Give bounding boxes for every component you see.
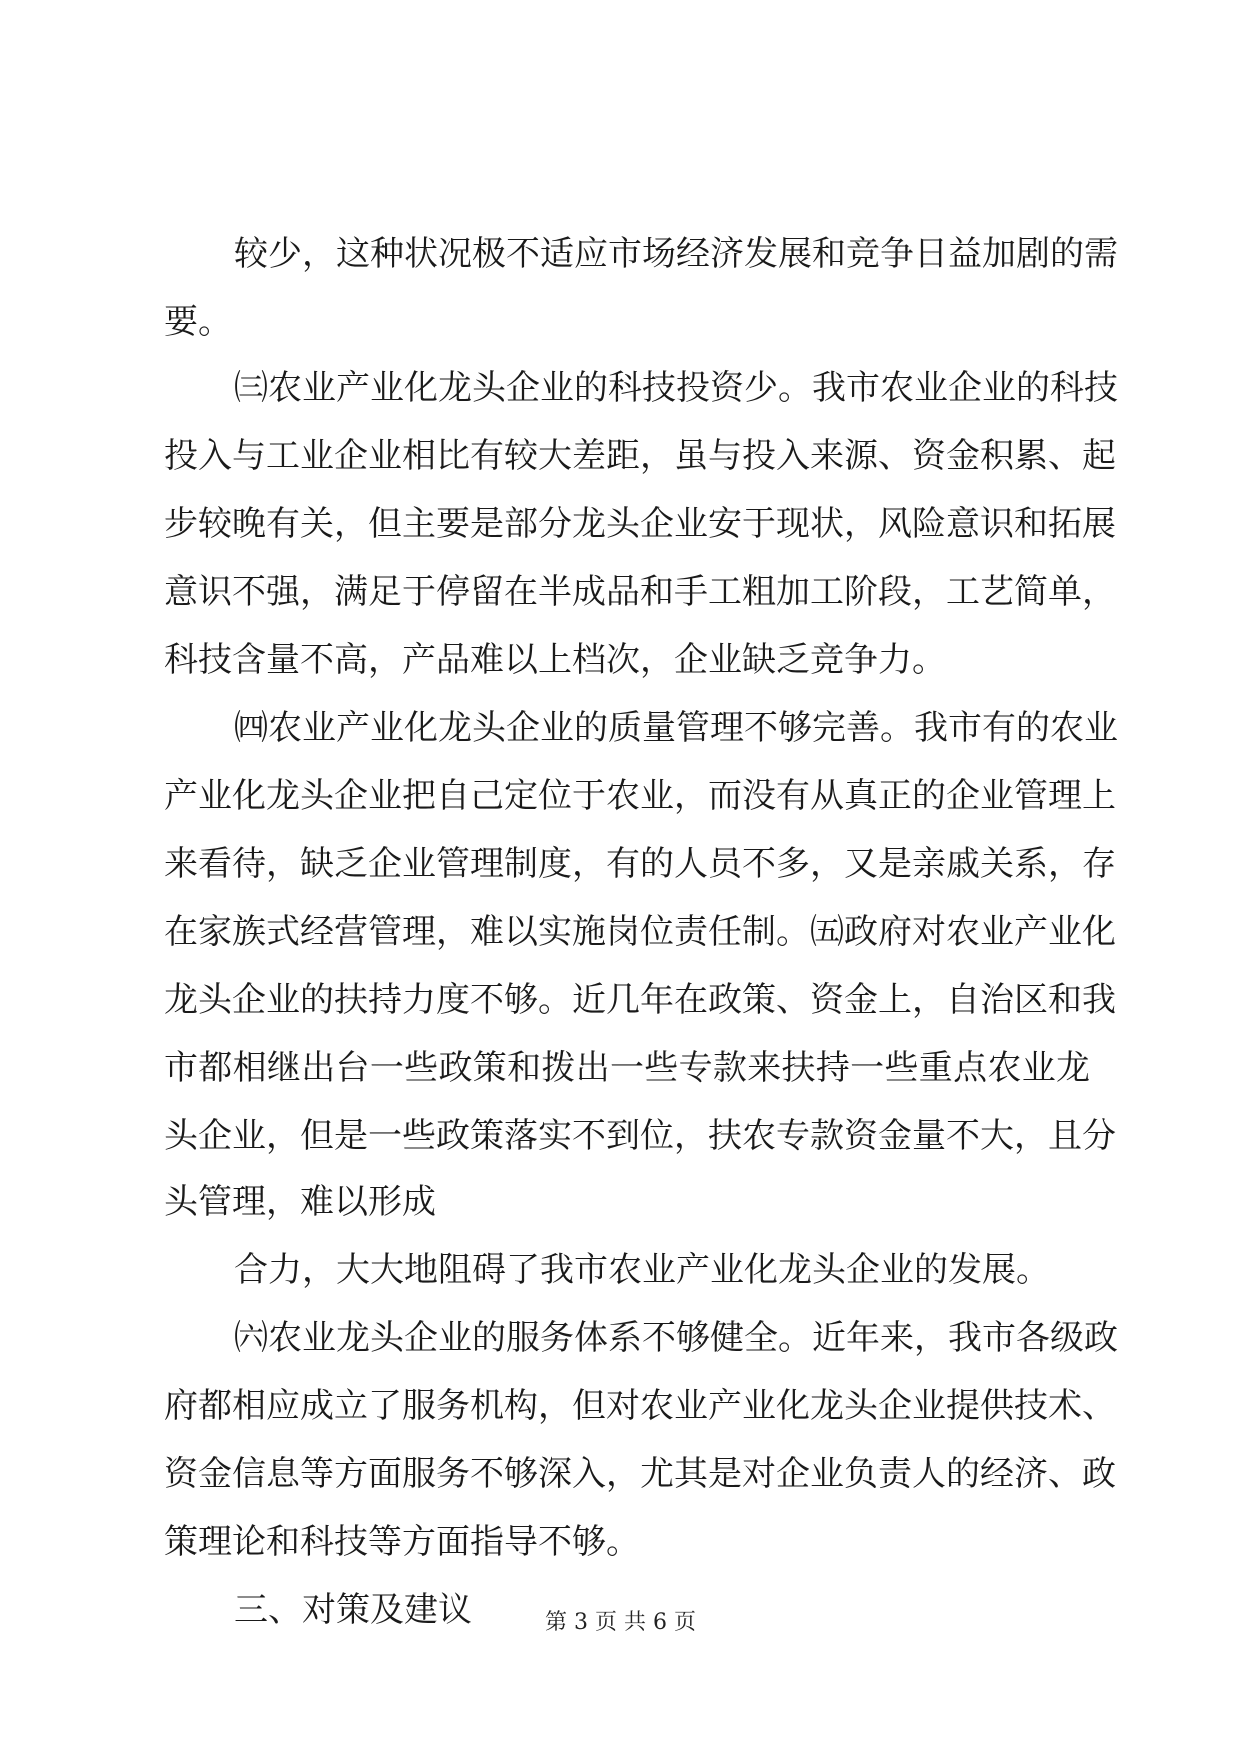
text-line-6: 意识不强，满足于停留在半成品和手工粗加工阶段，工艺简单， xyxy=(164,572,1116,612)
text-line-1: 较少，这种状况极不适应市场经济发展和竞争日益加剧的需 xyxy=(234,234,1118,274)
text-line-18: 府都相应成立了服务机构，但对农业产业化龙头企业提供技术、 xyxy=(164,1386,1116,1426)
text-line-20: 策理论和科技等方面指导不够。 xyxy=(164,1522,640,1562)
text-line-19: 资金信息等方面服务不够深入，尤其是对企业负责人的经济、政 xyxy=(164,1454,1116,1494)
text-line-8: ㈣农业产业化龙头企业的质量管理不够完善。我市有的农业 xyxy=(234,708,1118,748)
text-line-13: 市都相继出台一些政策和拨出一些专款来扶持一些重点农业龙 xyxy=(164,1048,1090,1088)
text-line-11: 在家族式经营管理，难以实施岗位责任制。㈤政府对农业产业化 xyxy=(164,912,1116,952)
text-line-9: 产业化龙头企业把自己定位于农业，而没有从真正的企业管理上 xyxy=(164,776,1116,816)
text-line-3: ㈢农业产业化龙头企业的科技投资少。我市农业企业的科技 xyxy=(234,368,1118,408)
text-line-15: 头管理，难以形成 xyxy=(164,1182,436,1222)
section-heading: 三、对策及建议 xyxy=(234,1590,472,1630)
text-line-17: ㈥农业龙头企业的服务体系不够健全。近年来，我市各级政 xyxy=(234,1318,1118,1358)
text-line-12: 龙头企业的扶持力度不够。近几年在政策、资金上，自治区和我 xyxy=(164,980,1116,1020)
text-line-2: 要。 xyxy=(164,302,232,342)
text-line-14: 头企业，但是一些政策落实不到位，扶农专款资金量不大，且分 xyxy=(164,1116,1116,1156)
text-line-7: 科技含量不高，产品难以上档次，企业缺乏竞争力。 xyxy=(164,640,946,680)
text-line-16: 合力，大大地阻碍了我市农业产业化龙头企业的发展。 xyxy=(234,1250,1050,1290)
text-line-10: 来看待，缺乏企业管理制度，有的人员不多，又是亲戚关系，存 xyxy=(164,844,1116,884)
text-line-5: 步较晚有关，但主要是部分龙头企业安于现状，风险意识和拓展 xyxy=(164,504,1116,544)
text-line-4: 投入与工业企业相比有较大差距，虽与投入来源、资金积累、起 xyxy=(164,436,1116,476)
page-footer: 第 3 页 共 6 页 xyxy=(545,1610,696,1635)
